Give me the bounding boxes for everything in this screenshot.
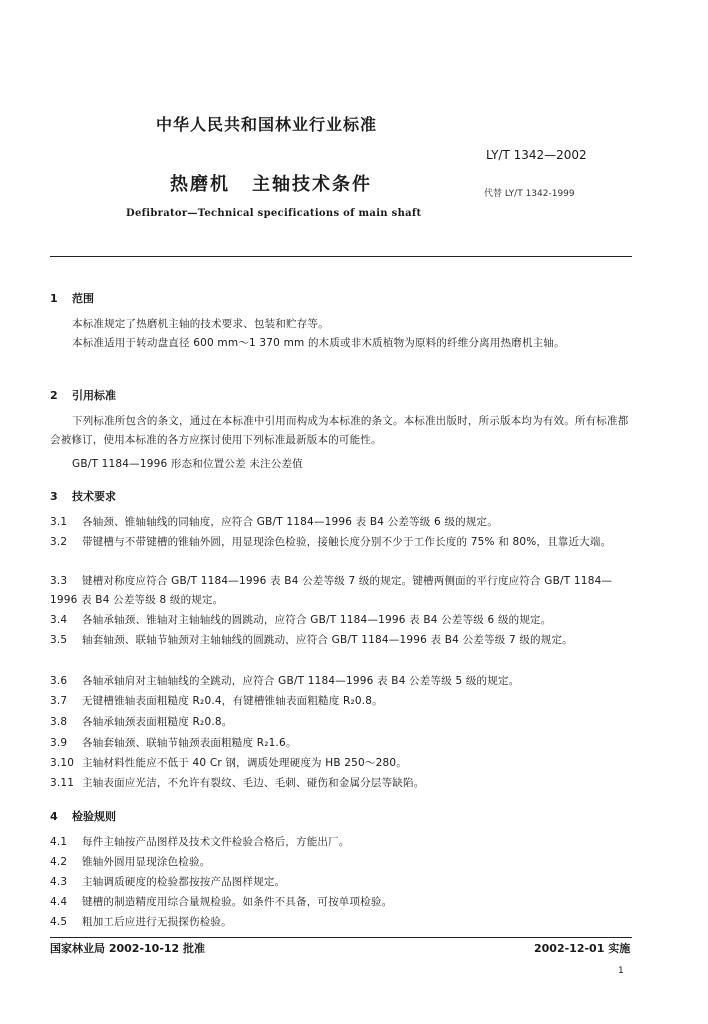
- section-heading-4: [50, 808, 116, 824]
- clause-text: 每件主轴按产品图样及技术文件检验合格后，方能出厂。: [82, 836, 350, 848]
- clause-number: 3.2: [50, 536, 68, 548]
- clause-item: [50, 734, 634, 753]
- clause-number: 3.4: [50, 614, 68, 626]
- section-title: 引用标准: [72, 389, 116, 402]
- clause-item: [50, 713, 634, 732]
- clause-number: 3.8: [50, 716, 68, 728]
- clause-item: [50, 513, 634, 532]
- clause-item: [50, 833, 634, 852]
- section-number: 3: [50, 490, 58, 503]
- clause-text: 各轴承轴肩对主轴轴线的全跳动，应符合 GB/T 1184—1996 表 B4 公差等级 5 级的规定。: [82, 675, 520, 687]
- clause-number: 4.3: [50, 876, 68, 888]
- clause-item: [50, 572, 634, 610]
- clause-number: 3.9: [50, 737, 68, 749]
- clause-number: 3.11: [50, 777, 75, 789]
- clause-item: [50, 853, 634, 872]
- clause-text: 无键槽锥轴表面粗糙度 R₂0.4，有键槽锥轴表面粗糙度 R₂0.8。: [82, 695, 383, 707]
- clause-text: 主轴表面应光洁，不允许有裂纹、毛边、毛刺、碰伤和金属分层等缺陷。: [82, 777, 425, 789]
- clause-item: [50, 611, 634, 630]
- section-number: 2: [50, 389, 58, 402]
- clause-number: 3.1: [50, 516, 68, 528]
- clause-number: 3.3: [50, 575, 68, 587]
- approval-date: 国家林业局 2002-10-12 批准: [50, 942, 206, 955]
- clause-text: 主轴调质硬度的检验都按按产品图样规定。: [82, 876, 286, 888]
- section-number: 1: [50, 292, 58, 305]
- replaces-standard: 代替 LY/T 1342-1999: [484, 189, 575, 199]
- clause-item: [50, 672, 634, 691]
- clause-number: 3.7: [50, 695, 68, 707]
- clause-text: 主轴材料性能应不低于 40 Cr 钢，调质处理硬度为 HB 250～280。: [82, 757, 407, 769]
- clause-item: [50, 754, 634, 773]
- title-part-a: 热磨机: [170, 174, 230, 195]
- section-title: 检验规则: [72, 810, 116, 823]
- clause-number: 4.4: [50, 896, 68, 908]
- paragraph: 本标准适用于转动盘直径 600 mm～1 370 mm 的木质或非木质植物为原料的纤维分离用热磨机主轴。: [72, 337, 565, 349]
- clause-text: 各轴承轴颈、锥轴对主轴轴线的圆跳动，应符合 GB/T 1184—1996 表 B4 公差等级 6 级的规定。: [82, 614, 552, 626]
- clause-number: 4.1: [50, 836, 68, 848]
- effective-date: 2002-12-01 实施: [534, 942, 631, 955]
- clause-item: [50, 631, 634, 650]
- clause-item: [50, 913, 634, 932]
- clause-text: 各轴套轴颈、联轴节轴颈表面粗糙度 R₂1.6。: [82, 737, 297, 749]
- reference-entry: GB/T 1184—1996 形态和位置公差 未注公差值: [72, 458, 303, 470]
- issuing-organization: 中华人民共和国林业行业标准: [156, 115, 378, 134]
- clause-number: 3.6: [50, 675, 68, 687]
- section-heading-2: [50, 387, 116, 403]
- clause-number: 3.10: [50, 757, 75, 769]
- clause-number: 4.2: [50, 856, 68, 868]
- section-heading-1: [50, 290, 94, 306]
- clause-text: 键槽对称度应符合 GB/T 1184—1996 表 B4 公差等级 7 级的规定。键槽两侧面的平行度应符合 GB/T 1184—1996 表 B4 公差等级 8 级的规定。: [50, 575, 613, 606]
- header-divider: [50, 256, 632, 257]
- section-title: 范围: [72, 292, 94, 305]
- clause-item: [50, 774, 634, 793]
- document-title: [170, 170, 372, 196]
- clause-number: 3.5: [50, 634, 68, 646]
- footer-divider: [50, 937, 632, 938]
- section-heading-3: [50, 488, 116, 504]
- clause-text: 各轴承轴颈表面粗糙度 R₂0.8。: [82, 716, 233, 728]
- paragraph: 下列标准所包含的条文，通过在本标准中引用而构成为本标准的条文。本标准出版时，所示版本均为有效。所有标准都会被修订，使用本标准的各方应探讨使用下列标准最新版本的可能性。: [50, 415, 629, 446]
- clause-text: 带键槽与不带键槽的锥轴外圆，用显现涂色检验，接触长度分别不少于工作长度的 75% 和 80%，且靠近大端。: [82, 536, 612, 548]
- clause-item: [50, 873, 634, 892]
- section-number: 4: [50, 810, 58, 823]
- clause-item: [50, 533, 634, 552]
- clause-text: 各轴颈、锥轴轴线的同轴度，应符合 GB/T 1184—1996 表 B4 公差等级 6 级的规定。: [82, 516, 498, 528]
- page-number: 1: [618, 966, 624, 976]
- clause-text: 锥轴外圆用显现涂色检验。: [82, 856, 211, 868]
- title-part-b: 主轴技术条件: [252, 174, 372, 195]
- section-title: 技术要求: [72, 490, 116, 503]
- standard-code: LY/T 1342—2002: [486, 148, 587, 162]
- clause-text: 键槽的制造精度用综合量规检验。如条件不具备，可按单项检验。: [82, 896, 393, 908]
- english-title: Defibrator—Technical specifications of main shaft: [126, 208, 422, 219]
- clause-item: [50, 692, 634, 711]
- clause-text: 粗加工后应进行无损探伤检验。: [82, 916, 232, 928]
- clause-number: 4.5: [50, 916, 68, 928]
- paragraph: 本标准规定了热磨机主轴的技术要求、包装和贮存等。: [72, 318, 329, 330]
- clause-text: 轴套轴颈、联轴节轴颈对主轴轴线的圆跳动，应符合 GB/T 1184—1996 表 B4 公差等级 7 级的规定。: [82, 634, 573, 646]
- clause-item: [50, 893, 634, 912]
